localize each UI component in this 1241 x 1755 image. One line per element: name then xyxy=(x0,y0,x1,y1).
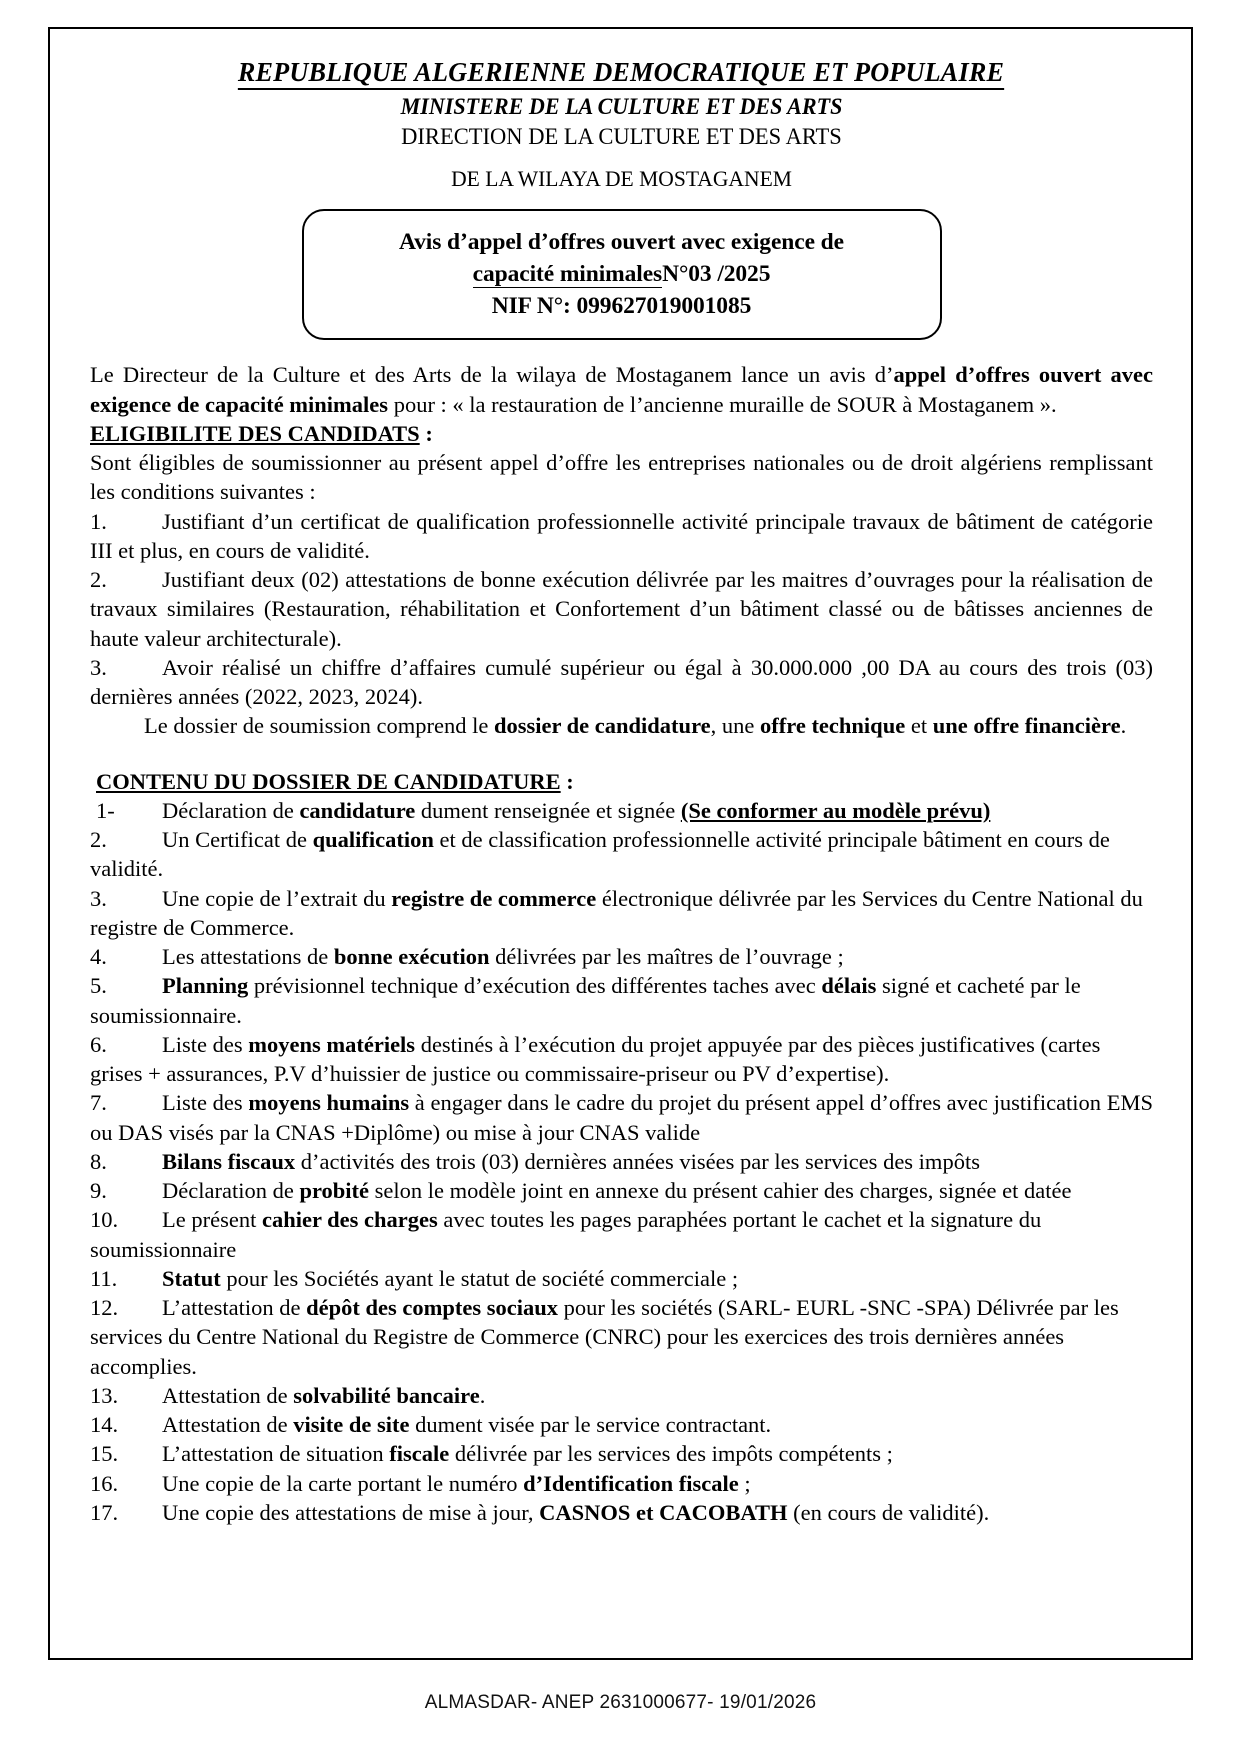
contenu-item-text: destinés à l’exécution du projet appuyée par des pièces justificatives (cartes grises + assurances, P.V d’huissier de justice ou commissaire-priseur ou PV d’expertise). xyxy=(90,1031,1101,1087)
notice-title-capacity: capacité minimales xyxy=(472,261,663,288)
title-box-wrapper xyxy=(90,209,1153,340)
contenu-item-text: Une copie de la carte portant le numéro xyxy=(162,1470,524,1496)
contenu-item-text: Attestation de xyxy=(162,1382,294,1408)
notice-title-number: N°03 /2025 xyxy=(662,261,771,288)
contenu-item-list xyxy=(90,796,1153,1527)
contenu-item xyxy=(90,1410,1153,1439)
contenu-item-number: 11. xyxy=(90,1265,118,1291)
contenu-item-text: et de classification professionnelle activité principale bâtiment en cours de validité. xyxy=(90,827,1110,882)
submission-file-paragraph xyxy=(90,711,1153,740)
contenu-item-text: L’attestation de situation xyxy=(162,1441,390,1467)
contenu-heading-colon: : xyxy=(560,768,574,794)
closing-text-3: et xyxy=(905,713,933,739)
contenu-item xyxy=(90,1293,1153,1381)
contenu-item-number: 14. xyxy=(90,1412,119,1438)
contenu-item xyxy=(90,796,1153,825)
contenu-item-text: pour les Sociétés ayant le statut de société commerciale ; xyxy=(220,1265,739,1291)
contenu-item-number: 13. xyxy=(90,1382,119,1408)
contenu-item xyxy=(90,1264,1153,1293)
contenu-item-text: Planning xyxy=(162,973,249,999)
contenu-item-text: moyens humains xyxy=(248,1090,410,1116)
document-page-border xyxy=(48,27,1193,1660)
contenu-item-text: Déclaration de xyxy=(162,1178,300,1204)
eligibility-item xyxy=(90,565,1153,653)
eligibility-heading-text: ELIGIBILITE DES CANDIDATS xyxy=(90,420,420,446)
document-content xyxy=(90,57,1153,1527)
contenu-item-text: CASNOS et CACOBATH xyxy=(539,1499,788,1525)
intro-bold-1: appel d’offres ouvert avec exigence de capacité minimales xyxy=(90,362,1153,417)
contenu-item-text: avec toutes les pages paraphées portant le cachet et la signature du soumissionnaire xyxy=(90,1207,1042,1262)
contenu-item xyxy=(90,1088,1153,1147)
contenu-item-text: Une copie de l’extrait du xyxy=(162,885,392,911)
contenu-item-text: pour les sociétés (SARL- EURL -SNC -SPA) Délivrée par les services du Centre National du Registre de Commerce (CNRC) pour les exercices des trois dernières années accomplies. xyxy=(90,1295,1119,1379)
contenu-item-text: dument renseignée et signée xyxy=(415,797,681,823)
contenu-item xyxy=(90,1498,1153,1527)
contenu-item-text: Attestation de xyxy=(162,1412,294,1438)
closing-bold-financiere: une offre financière xyxy=(932,713,1121,739)
contenu-item-text: (en cours de validité). xyxy=(787,1499,990,1525)
contenu-item-text: registre de commerce xyxy=(391,885,597,911)
contenu-item-text: probité xyxy=(299,1178,370,1204)
contenu-item-text: à engager dans le cadre du projet du présent appel d’offres avec justification EMS ou DAS visés par la CNAS +Diplôme) ou mise à jour CNAS valide xyxy=(90,1090,1154,1145)
notice-title-line-2 xyxy=(314,259,930,291)
contenu-item-text: délivrées par les maîtres de l’ouvrage ; xyxy=(489,944,844,970)
contenu-item-text: Statut xyxy=(162,1265,221,1291)
intro-text-2: pour : « la restauration de l’ancienne muraille de SOUR à Mostaganem ». xyxy=(388,391,1057,417)
contenu-item xyxy=(90,942,1153,971)
contenu-item-text: cahier des charges xyxy=(261,1207,438,1233)
contenu-item-text: prévisionnel technique d’exécution des différentes taches avec xyxy=(248,973,822,999)
contenu-heading xyxy=(90,767,1153,796)
intro-paragraph xyxy=(90,360,1153,419)
contenu-item-text: Le présent xyxy=(162,1207,262,1233)
contenu-item-number: 12. xyxy=(90,1295,119,1321)
eligibility-item-number: 3. xyxy=(90,654,107,680)
contenu-item-text: Une copie des attestations de mise à jour, xyxy=(162,1499,540,1525)
closing-text-2: , une xyxy=(710,713,761,739)
notice-title-box xyxy=(302,209,942,340)
contenu-item-text: moyens matériels xyxy=(248,1031,416,1057)
eligibility-heading xyxy=(90,419,1153,448)
eligibility-item-text: Justifiant d’un certificat de qualification professionnelle activité principale travaux de bâtiment de catégorie III et plus, en cours de validité. xyxy=(90,508,1153,563)
contenu-item xyxy=(90,1205,1153,1264)
contenu-heading-text: CONTENU DU DOSSIER DE CANDIDATURE xyxy=(96,768,561,794)
header-republic-line: REPUBLIQUE ALGERIENNE DEMOCRATIQUE ET POPULAIRE xyxy=(238,57,1004,90)
eligibility-item-number: 1. xyxy=(90,508,107,534)
contenu-item-text: délivrée par les services des impôts compétents ; xyxy=(449,1441,893,1467)
contenu-item-text: délais xyxy=(821,973,877,999)
contenu-item-number: 5. xyxy=(90,973,107,999)
contenu-item-number: 8. xyxy=(90,1148,107,1174)
contenu-item xyxy=(90,1030,1153,1089)
eligibility-item-number: 2. xyxy=(90,567,107,593)
contenu-item-text: fiscale xyxy=(389,1441,450,1467)
notice-nif-line: NIF N°: 099627019001085 xyxy=(491,293,752,320)
eligibility-heading-colon: : xyxy=(419,420,433,446)
contenu-item-text: visite de site xyxy=(293,1412,410,1438)
contenu-item-number: 3. xyxy=(90,885,107,911)
contenu-item-number: 9. xyxy=(90,1178,107,1204)
closing-bold-technique: offre technique xyxy=(760,713,906,739)
eligibility-item xyxy=(90,653,1153,712)
eligibility-item xyxy=(90,507,1153,566)
contenu-item-text: d’Identification fiscale xyxy=(523,1470,739,1496)
contenu-item-number: 4. xyxy=(90,944,107,970)
contenu-item xyxy=(90,884,1153,943)
contenu-item-text: L’attestation de xyxy=(162,1295,307,1321)
contenu-item-text: d’activités des trois (03) dernières années visées par les services des impôts xyxy=(295,1148,980,1174)
header-ministry-line: MINISTERE DE LA CULTURE ET DES ARTS xyxy=(400,94,843,120)
contenu-item-text: qualification xyxy=(312,827,434,853)
contenu-item xyxy=(90,971,1153,1030)
intro-text-1: Le Directeur de la Culture et des Arts de la wilaya de Mostaganem lance un avis d’ xyxy=(90,362,894,388)
header-wilaya-line: DE LA WILAYA DE MOSTAGANEM xyxy=(451,166,792,192)
document-header xyxy=(90,57,1153,191)
closing-bold-candidature: dossier de candidature xyxy=(493,713,711,739)
contenu-item-text: Les attestations de xyxy=(162,944,334,970)
contenu-item-text: selon le modèle joint en annexe du présent cahier des charges, signée et datée xyxy=(369,1178,1072,1204)
closing-text-4: . xyxy=(1120,713,1127,739)
eligibility-item-text: Justifiant deux (02) attestations de bonne exécution délivrée par les maitres d’ouvrages pour la réalisation de travaux similaires (Restauration, réhabilitation et Confortement d’un bâtiment classé ou de bâtisses anciennes de haute valeur architecturale). xyxy=(90,567,1153,651)
contenu-item-text: signé et cacheté par le soumissionnaire. xyxy=(90,973,1081,1028)
contenu-item-text: bonne exécution xyxy=(333,944,490,970)
contenu-item xyxy=(90,1381,1153,1410)
contenu-item-number: 17. xyxy=(90,1499,119,1525)
contenu-item-text: Liste des xyxy=(162,1031,249,1057)
contenu-item-text: électronique délivrée par les Services du Centre National du registre de Commerce. xyxy=(90,885,1143,940)
eligibility-lead: Sont éligibles de soumissionner au présent appel d’offre les entreprises nationales ou de droit algériens remplissant les conditions suivantes : xyxy=(90,450,1153,505)
contenu-item-number: 7. xyxy=(90,1090,107,1116)
document-body xyxy=(90,360,1153,1527)
contenu-item-number: 1- xyxy=(96,797,115,823)
contenu-item-number: 2. xyxy=(90,827,107,853)
contenu-item xyxy=(90,1176,1153,1205)
contenu-item-text: . xyxy=(479,1382,486,1408)
contenu-item-number: 15. xyxy=(90,1441,119,1467)
contenu-item-number: 16. xyxy=(90,1470,119,1496)
closing-text-1: Le dossier de soumission comprend le xyxy=(144,713,494,739)
contenu-item-text: Un Certificat de xyxy=(162,827,313,853)
contenu-item-text: dument visée par le service contractant. xyxy=(409,1412,772,1438)
header-direction-line: DIRECTION DE LA CULTURE ET DES ARTS xyxy=(401,123,842,149)
contenu-item-text: candidature xyxy=(299,797,416,823)
contenu-item xyxy=(90,825,1153,884)
page-footer: ALMASDAR- ANEP 2631000677- 19/01/2026 xyxy=(424,1692,817,1713)
contenu-item-text: Liste des xyxy=(162,1090,249,1116)
contenu-item-text: ; xyxy=(738,1470,751,1496)
contenu-item xyxy=(90,1147,1153,1176)
contenu-item xyxy=(90,1439,1153,1468)
contenu-item-text: dépôt des comptes sociaux xyxy=(306,1295,559,1321)
section-spacer xyxy=(90,741,1153,767)
contenu-item-text: Déclaration de xyxy=(162,797,300,823)
contenu-item-text: (Se conformer au modèle prévu) xyxy=(680,797,991,823)
contenu-item-number: 6. xyxy=(90,1031,107,1057)
contenu-item-text: Bilans fiscaux xyxy=(162,1148,296,1174)
notice-title-line-1: Avis d’appel d’offres ouvert avec exigence de xyxy=(399,229,844,256)
contenu-item-number: 10. xyxy=(90,1207,119,1233)
contenu-item xyxy=(90,1469,1153,1498)
contenu-item-text: solvabilité bancaire xyxy=(293,1382,480,1408)
eligibility-item-text: Avoir réalisé un chiffre d’affaires cumulé supérieur ou égal à 30.000.000 ,00 DA au cours des trois (03) dernières années (2022, 2023, 2024). xyxy=(90,654,1153,710)
